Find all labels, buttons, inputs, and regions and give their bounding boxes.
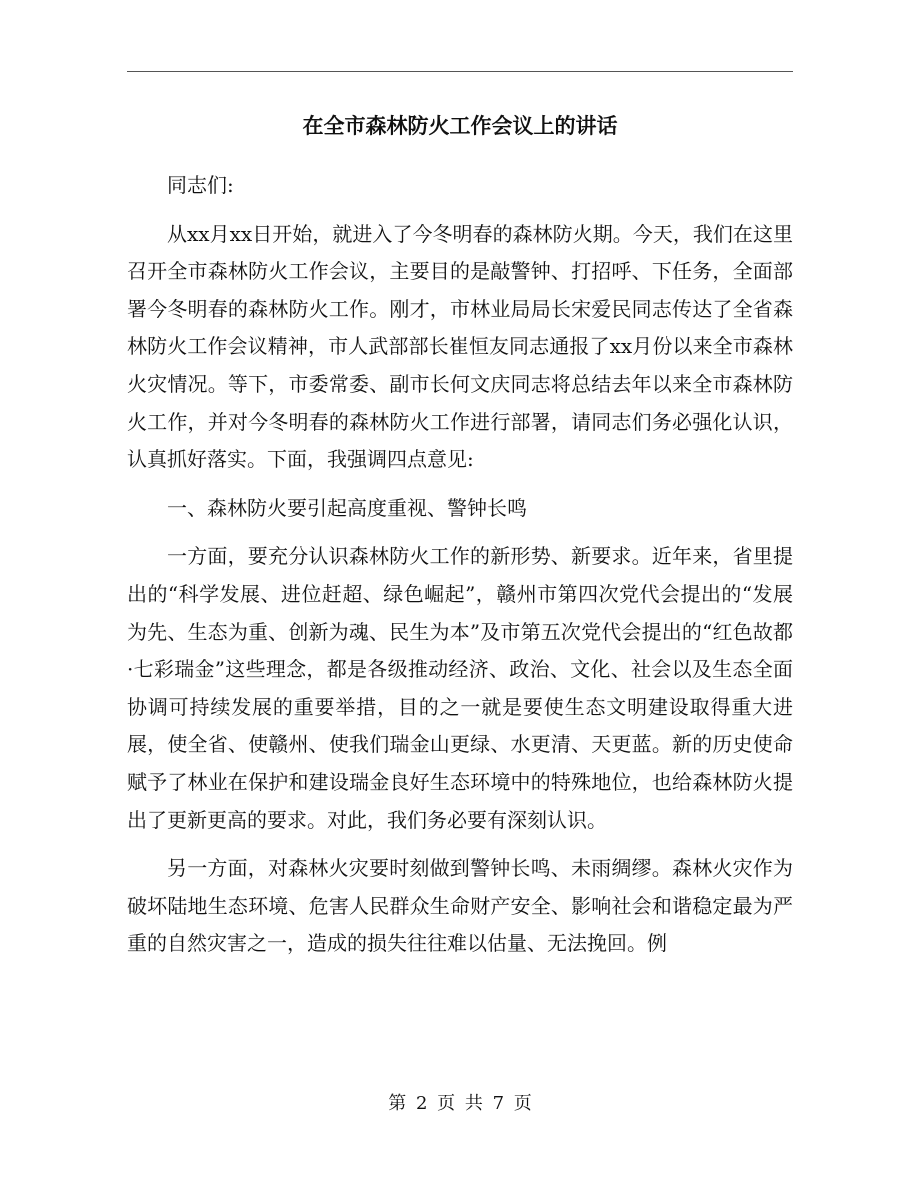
paragraph-intro: 从xx月xx日开始，就进入了今冬明春的森林防火期。今天，我们在这里召开全市森林防火工作会议，主要目的是敲警钟、打招呼、下任务，全面部署今冬明春的森林防火工作。刚才，市林业局局长宋爱民同志传达了全省森林防火工作会议精神，市人武部部长崔恒友同志通报了xx月份以来全市森林火灾情况。等下，市委常委、副市长何文庆同志将总结去年以来全市森林防火工作，并对今冬明春的森林防火工作进行部署，请同志们务必强化认识，认真抓好落实。下面，我强调四点意见: xyxy=(127,221,793,472)
header-rule xyxy=(127,71,793,72)
document-body xyxy=(127,167,793,963)
page-number-footer: 第 2 页 共 7 页 xyxy=(388,1093,532,1114)
paragraph-first-aspect: 一方面，要充分认识森林防火工作的新形势、新要求。近年来，省里提出的“科学发展、进位赶超、绿色崛起”，赣州市第四次党代会提出的“发展为先、生态为重、创新为魂、民生为本”及市第五次党代会提出的“红色故都·七彩瑞金”这些理念，都是各级推动经济、政治、文化、社会以及生态全面协调可持续发展的重要举措，目的之一就是要使生态文明建设取得重大进展，使全省、使赣州、使我们瑞金山更绿、水更清、天更蓝。新的历史使命赋予了林业在保护和建设瑞金良好生态环境中的特殊地位，也给森林防火提出了更新更高的要求。对此，我们务必要有深刻认识。 xyxy=(127,544,793,832)
document-title: 在全市森林防火工作会议上的讲话 xyxy=(302,113,618,138)
salutation: 同志们: xyxy=(167,173,234,197)
section-heading-1: 一、森林防火要引起高度重视、警钟长鸣 xyxy=(167,495,527,520)
paragraph-second-aspect: 另一方面，对森林火灾要时刻做到警钟长鸣、未雨绸缪。森林火灾作为破坏陆地生态环境、危害人民群众生命财产安全、影响社会和谐稳定最为严重的自然灾害之一，造成的损失往往难以估量、无法挽回。例 xyxy=(127,856,793,956)
